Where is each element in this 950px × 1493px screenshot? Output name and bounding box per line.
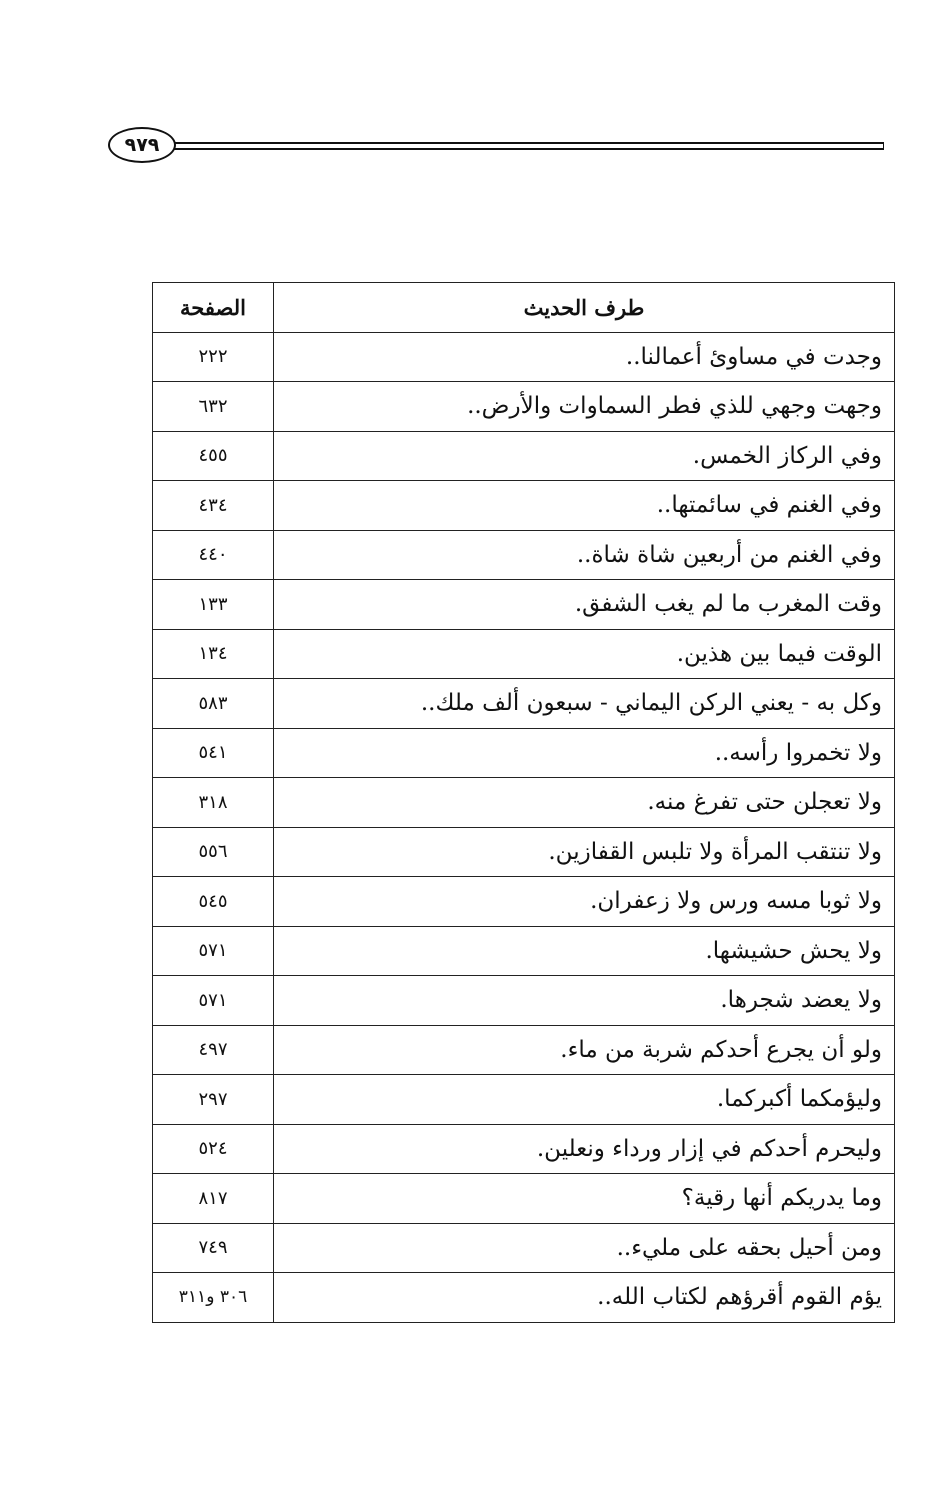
hadith-text: ولا يعضد شجرها. [274, 976, 895, 1026]
page-ref: ٣٠٦ و٣١١ [153, 1273, 274, 1323]
hadith-text: وفي الركاز الخمس. [274, 431, 895, 481]
hadith-text: وفي الغنم من أربعين شاة شاة.. [274, 530, 895, 580]
table-row [153, 877, 895, 927]
page-ref: ٨١٧ [153, 1174, 274, 1224]
page-ref: ٤٤٠ [153, 530, 274, 580]
hadith-text: ولا يحش حشيشها. [274, 926, 895, 976]
hadith-text: وجدت في مساوئ أعمالنا.. [274, 332, 895, 382]
hadith-text: وفي الغنم في سائمتها.. [274, 481, 895, 531]
page-ref: ٤٣٤ [153, 481, 274, 531]
table-row [153, 1075, 895, 1125]
page-header [108, 127, 884, 167]
page-ref: ١٣٣ [153, 580, 274, 630]
table-row [153, 1025, 895, 1075]
table-row [153, 1124, 895, 1174]
header-hadith: طرف الحديث [274, 283, 895, 333]
table-header-row [153, 283, 895, 333]
page-ref: ١٣٤ [153, 629, 274, 679]
hadith-text: وقت المغرب ما لم يغب الشفق. [274, 580, 895, 630]
page-ref: ٥٤١ [153, 728, 274, 778]
page-ref: ٣١٨ [153, 778, 274, 828]
table-row [153, 382, 895, 432]
hadith-text: وما يدريكم أنها رقية؟ [274, 1174, 895, 1224]
table-row [153, 580, 895, 630]
header-rule [166, 142, 884, 150]
header-page: الصفحة [153, 283, 274, 333]
page-ref: ٤٩٧ [153, 1025, 274, 1075]
hadith-text: ولا ثوبا مسه ورس ولا زعفران. [274, 877, 895, 927]
table-row [153, 976, 895, 1026]
page-ref: ٥٢٤ [153, 1124, 274, 1174]
table-row [153, 332, 895, 382]
table-row [153, 679, 895, 729]
hadith-text: ومن أحيل بحقه على مليء.. [274, 1223, 895, 1273]
page-ref: ٤٥٥ [153, 431, 274, 481]
page-ref: ٢٢٢ [153, 332, 274, 382]
page-ref: ٥٤٥ [153, 877, 274, 927]
hadith-text: وليؤمكما أكبركما. [274, 1075, 895, 1125]
hadith-text: الوقت فيما بين هذين. [274, 629, 895, 679]
table-row [153, 827, 895, 877]
table-row [153, 1223, 895, 1273]
table-row [153, 926, 895, 976]
page-ref: ٦٣٢ [153, 382, 274, 432]
hadith-text: وكل به - يعني الركن اليماني - سبعون ألف ملك.. [274, 679, 895, 729]
hadith-text: وليحرم أحدكم في إزار ورداء ونعلين. [274, 1124, 895, 1174]
page-ref: ٥٧١ [153, 976, 274, 1026]
page-ref: ٥٧١ [153, 926, 274, 976]
table-row [153, 1273, 895, 1323]
table-row [153, 530, 895, 580]
hadith-text: ولا تنتقب المرأة ولا تلبس القفازين. [274, 827, 895, 877]
page-number: ٩٧٩ [108, 127, 176, 163]
page-ref: ٢٩٧ [153, 1075, 274, 1125]
table-row [153, 1174, 895, 1224]
hadith-text: ولا تعجلن حتى تفرغ منه. [274, 778, 895, 828]
hadith-text: وجهت وجهي للذي فطر السماوات والأرض.. [274, 382, 895, 432]
hadith-text: ولا تخمروا رأسه.. [274, 728, 895, 778]
table-row [153, 629, 895, 679]
page-ref: ٥٨٣ [153, 679, 274, 729]
table-row [153, 728, 895, 778]
hadith-text: ولو أن يجرع أحدكم شربة من ماء. [274, 1025, 895, 1075]
page-ref: ٥٥٦ [153, 827, 274, 877]
hadith-text: يؤم القوم أقرؤهم لكتاب الله.. [274, 1273, 895, 1323]
page-ref: ٧٤٩ [153, 1223, 274, 1273]
table-row [153, 481, 895, 531]
hadith-index-table [152, 282, 895, 1323]
table-row [153, 778, 895, 828]
table-row [153, 431, 895, 481]
